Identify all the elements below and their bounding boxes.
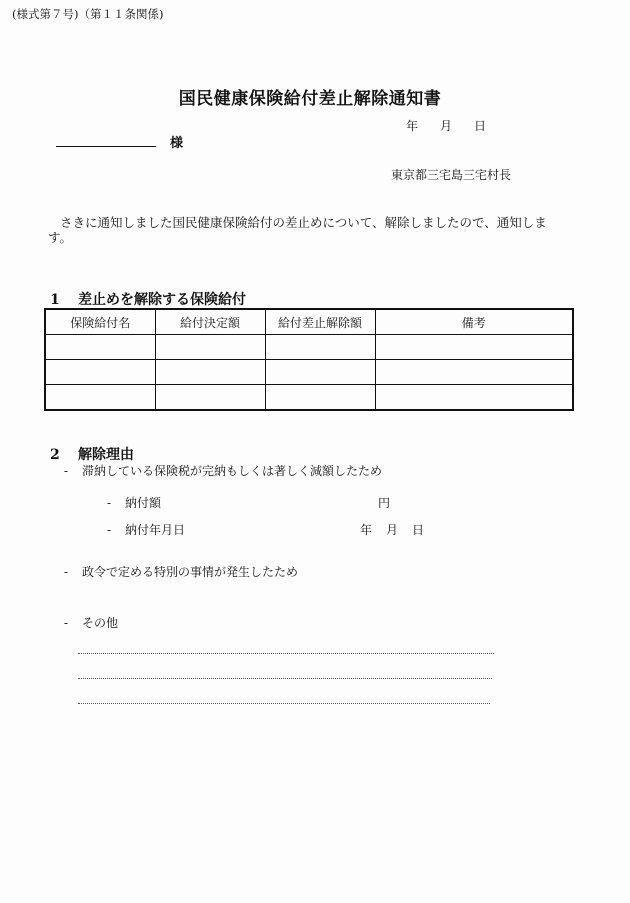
benefits-table	[44, 308, 574, 411]
form-number: (様式第７号)（第１１条関係)	[12, 7, 164, 21]
document-title: 国民健康保険給付差止解除通知書	[178, 89, 442, 109]
table-row	[45, 360, 573, 385]
addressee-suffix: 様	[170, 136, 184, 151]
table-row	[45, 385, 573, 411]
table-cell[interactable]	[45, 335, 155, 360]
payment-date-item	[107, 521, 185, 538]
table-cell[interactable]	[265, 360, 375, 385]
reason-other-label: その他	[82, 616, 119, 630]
bullet-dash: -	[107, 523, 112, 537]
table-row	[45, 335, 573, 360]
payment-amount-item	[107, 494, 161, 511]
reason-other	[64, 614, 118, 631]
bullet-dash: -	[64, 616, 69, 630]
bullet-dash: -	[64, 565, 69, 579]
column-header: 備考	[375, 309, 573, 335]
section2-title: 解除理由	[78, 447, 134, 463]
payment-amount-unit: 円	[378, 496, 391, 510]
section2-number: 2	[50, 447, 60, 463]
bullet-dash: -	[107, 496, 112, 510]
other-reason-line[interactable]	[78, 703, 490, 704]
payment-date-fields	[360, 521, 438, 538]
table-cell[interactable]	[265, 335, 375, 360]
reason-tax-paid-label: 滞納している保険税が完納もしくは著しく減額したため	[82, 464, 383, 478]
section1-number: 1	[50, 292, 60, 308]
payment-day-label: 日	[412, 523, 425, 537]
payment-date-label: 納付年月日	[125, 523, 186, 537]
table-cell[interactable]	[375, 335, 573, 360]
payment-year-label: 年	[360, 523, 373, 537]
date-month-label: 月	[440, 119, 453, 133]
issue-date	[406, 117, 508, 134]
section2-heading	[50, 444, 134, 464]
section1-heading	[50, 289, 246, 309]
column-header: 給付差止解除額	[265, 309, 375, 335]
table-cell[interactable]	[155, 335, 265, 360]
other-reason-line[interactable]	[78, 678, 492, 679]
table-cell[interactable]	[265, 385, 375, 411]
payment-amount-label: 納付額	[125, 496, 162, 510]
column-header: 保険給付名	[45, 309, 155, 335]
sender-name: 東京都三宅島三宅村長	[391, 168, 512, 182]
date-year-label: 年	[406, 119, 419, 133]
table-cell[interactable]	[45, 385, 155, 411]
column-header: 給付決定額	[155, 309, 265, 335]
date-day-label: 日	[474, 119, 487, 133]
table-cell[interactable]	[375, 360, 573, 385]
notice-body: さきに通知しました国民健康保険給付の差止めについて、解除しましたので、通知します。	[48, 215, 547, 245]
other-reason-line[interactable]	[78, 653, 494, 654]
reason-special-circumstance	[64, 563, 298, 580]
table-cell[interactable]	[155, 385, 265, 411]
addressee-line	[56, 146, 156, 147]
table-cell[interactable]	[45, 360, 155, 385]
table-header-row	[45, 309, 573, 335]
payment-month-label: 月	[386, 523, 399, 537]
bullet-dash: -	[64, 464, 69, 478]
table-cell[interactable]	[155, 360, 265, 385]
reason-special-label: 政令で定める特別の事情が発生したため	[82, 565, 299, 579]
reason-tax-paid	[64, 462, 382, 479]
section1-title: 差止めを解除する保険給付	[78, 292, 246, 308]
table-cell[interactable]	[375, 385, 573, 411]
